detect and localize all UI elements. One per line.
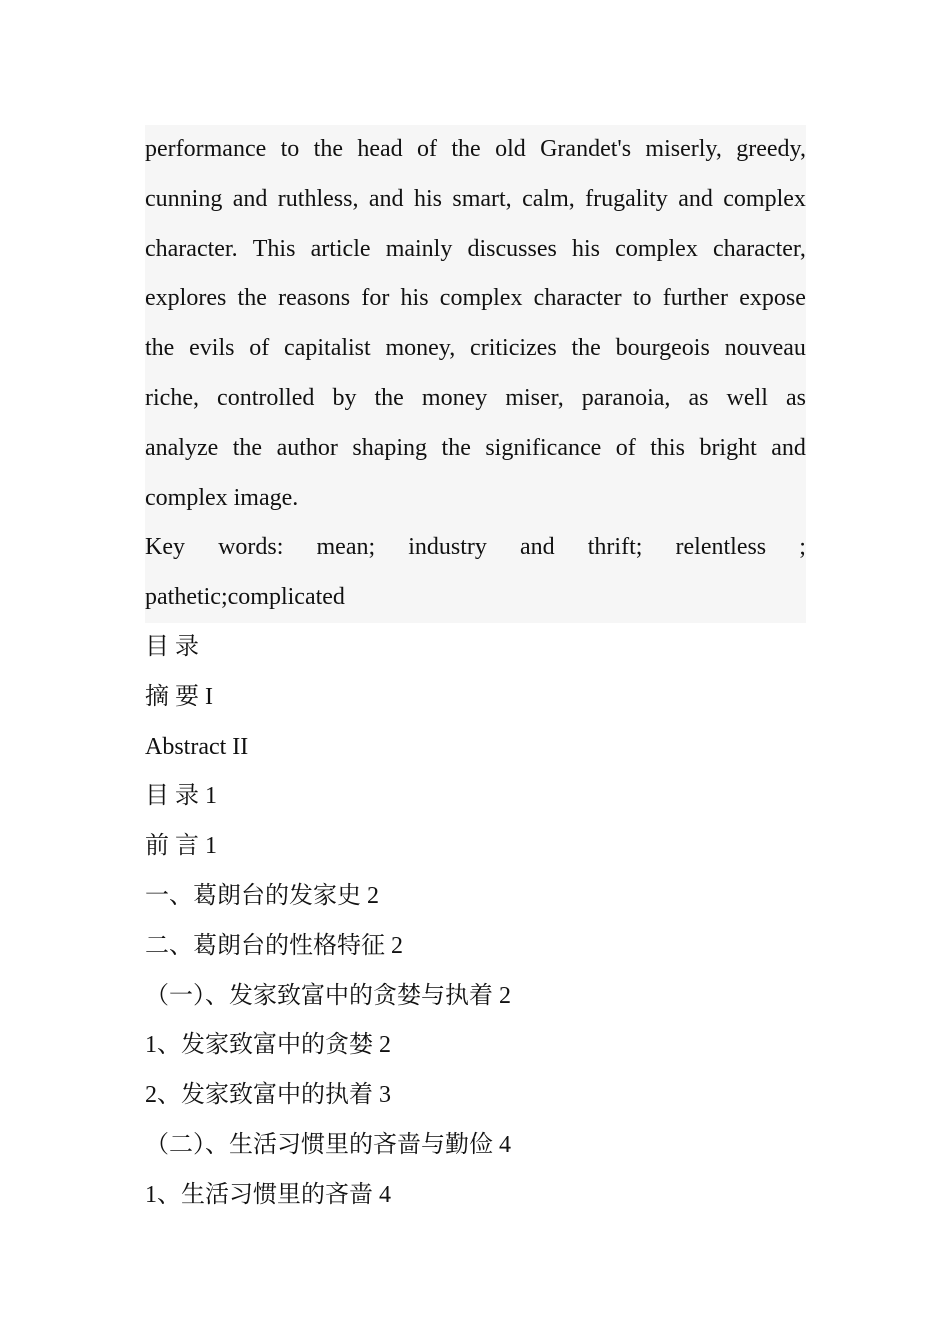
keywords-line bbox=[145, 523, 806, 573]
word: character bbox=[533, 285, 622, 312]
toc-entry: 2、发家致富中的执着 3 bbox=[145, 1082, 391, 1109]
word: evils bbox=[189, 335, 235, 362]
word: the bbox=[145, 335, 175, 362]
word: smart, bbox=[452, 185, 512, 212]
word: greedy, bbox=[736, 136, 806, 162]
toc-heading: 目 录 bbox=[145, 633, 199, 660]
word: bright bbox=[699, 434, 757, 461]
word: controlled bbox=[217, 384, 315, 411]
word: by bbox=[332, 384, 357, 411]
word: paranoia, bbox=[581, 384, 671, 411]
word: reasons bbox=[278, 285, 351, 312]
word: character. bbox=[145, 235, 238, 262]
toc-entry: Abstract II bbox=[145, 733, 249, 760]
word: This bbox=[252, 235, 296, 262]
abstract-line bbox=[145, 274, 806, 324]
abstract-line bbox=[145, 225, 806, 275]
word: nouveau bbox=[724, 335, 806, 362]
word: the bbox=[441, 434, 471, 461]
word: criticizes bbox=[470, 335, 557, 362]
word: of bbox=[249, 335, 270, 362]
abstract-line bbox=[145, 175, 806, 225]
word: significance bbox=[485, 434, 602, 461]
toc-entry: 目 录 1 bbox=[145, 783, 217, 810]
word: frugality bbox=[585, 185, 668, 212]
word: complex bbox=[439, 285, 523, 312]
word: the bbox=[451, 136, 481, 162]
word: calm, bbox=[522, 185, 575, 212]
word: his bbox=[413, 185, 442, 212]
keyword-token: and bbox=[520, 534, 555, 561]
word: the bbox=[237, 285, 267, 312]
word: analyze bbox=[145, 434, 219, 461]
toc-entry: 一、葛朗台的发家史 2 bbox=[145, 882, 379, 909]
word: shaping bbox=[352, 434, 428, 461]
abstract-line bbox=[145, 125, 806, 175]
word: performance bbox=[145, 136, 267, 162]
word: to bbox=[280, 136, 300, 162]
word: old bbox=[495, 136, 526, 162]
word: of bbox=[417, 136, 438, 162]
toc-entry: （二）、生活习惯里的吝啬与勤俭 4 bbox=[145, 1131, 511, 1158]
word: bourgeois bbox=[615, 335, 710, 362]
word: and bbox=[771, 434, 806, 461]
word: well bbox=[726, 384, 768, 411]
word: to bbox=[632, 285, 652, 312]
keyword-token: industry bbox=[408, 534, 487, 561]
word: further bbox=[662, 285, 729, 312]
word: expose bbox=[739, 285, 806, 312]
word: this bbox=[650, 434, 685, 461]
keyword-token: relentless bbox=[675, 534, 767, 561]
word: riche, bbox=[145, 384, 199, 411]
word: his bbox=[572, 235, 601, 262]
toc-entry: 二、葛朗台的性格特征 2 bbox=[145, 932, 403, 959]
word: capitalist bbox=[284, 335, 371, 362]
keyword-token: words: bbox=[218, 534, 284, 561]
word: the bbox=[571, 335, 601, 362]
keyword-token: thrift; bbox=[587, 534, 643, 561]
toc-entry: 摘 要 I bbox=[145, 683, 213, 710]
toc-entry: 1、发家致富中的贪婪 2 bbox=[145, 1032, 391, 1059]
keyword-token: ; bbox=[799, 534, 806, 561]
word: complex bbox=[723, 185, 806, 212]
word: his bbox=[400, 285, 429, 312]
word: mainly bbox=[385, 235, 453, 262]
word: Grandet's bbox=[540, 136, 632, 162]
word: as bbox=[688, 384, 709, 411]
word: miser, bbox=[505, 384, 564, 411]
abstract-last-line: complex image. bbox=[145, 474, 806, 524]
table-of-contents bbox=[145, 673, 806, 1221]
word: author bbox=[276, 434, 338, 461]
abstract-line bbox=[145, 324, 806, 374]
word: complex bbox=[615, 235, 698, 262]
word: ruthless, bbox=[277, 185, 359, 212]
word: the bbox=[313, 136, 343, 162]
toc-entry: 前 言 1 bbox=[145, 833, 217, 860]
word: money bbox=[421, 384, 488, 411]
word: and bbox=[232, 185, 268, 212]
keyword-token: mean; bbox=[316, 534, 376, 561]
word: money, bbox=[385, 335, 456, 362]
toc-entry: 1、生活习惯里的吝啬 4 bbox=[145, 1181, 391, 1208]
abstract-line bbox=[145, 374, 806, 424]
document-body bbox=[145, 125, 806, 1221]
word: character, bbox=[712, 235, 806, 262]
abstract-line bbox=[145, 424, 806, 474]
word: and bbox=[368, 185, 404, 212]
word: for bbox=[361, 285, 390, 312]
abstract-paragraph bbox=[145, 125, 806, 474]
word: discusses bbox=[467, 235, 557, 262]
keyword-token: Key bbox=[145, 534, 185, 561]
word: explores bbox=[145, 285, 227, 312]
word: cunning bbox=[145, 185, 223, 212]
word: article bbox=[310, 235, 371, 262]
word: the bbox=[232, 434, 263, 461]
word: and bbox=[678, 185, 713, 212]
word: head bbox=[357, 136, 403, 162]
keywords-continuation: pathetic;complicated bbox=[145, 573, 806, 623]
word: as bbox=[785, 384, 806, 411]
word: the bbox=[374, 384, 404, 411]
toc-entry: （一）、发家致富中的贪婪与执着 2 bbox=[145, 982, 511, 1009]
word: miserly, bbox=[645, 136, 722, 162]
word: of bbox=[615, 434, 636, 461]
